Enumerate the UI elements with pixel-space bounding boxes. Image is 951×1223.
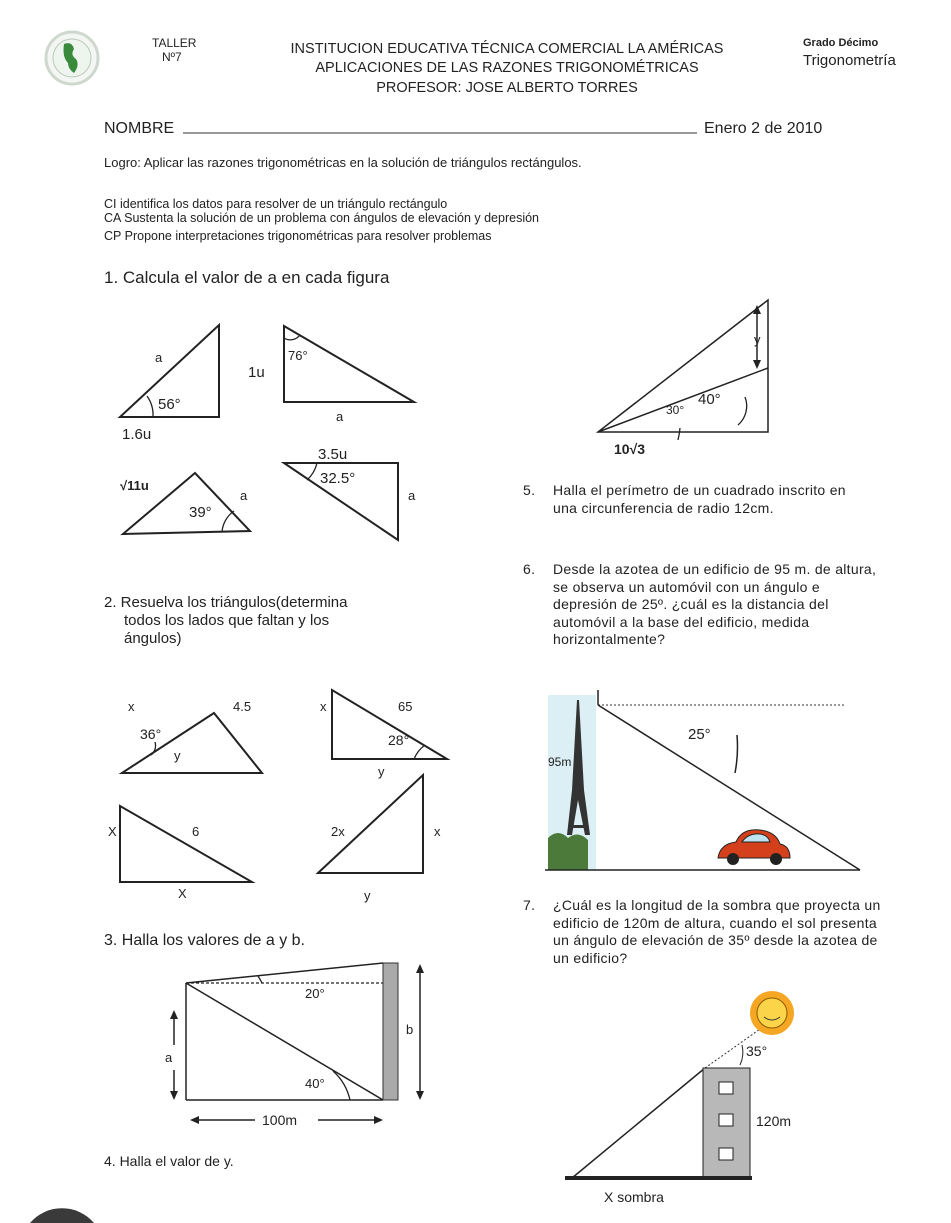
problem-5-text: Halla el perímetro de un cuadrado inscrito en una circunferencia de radio 12cm. (553, 482, 846, 516)
problem-2-title-3: ángulos) (124, 630, 182, 647)
sun-icon (750, 991, 794, 1035)
angle-arc (147, 396, 153, 417)
p3-angle-top: 20° (305, 986, 325, 1001)
p3-angle-bottom: 40° (305, 1076, 325, 1091)
problem-1-title: 1. Calcula el valor de a en cada figura (104, 268, 390, 287)
p3-distance: 100m (262, 1112, 298, 1128)
p4-angle-2: 40° (698, 391, 721, 408)
goal-text: Logro: Aplicar las razones trigonométricas en la solución de triángulos rectángulos. (104, 155, 582, 170)
overlay-button[interactable] (30, 1208, 94, 1223)
p6-angle: 25° (688, 726, 711, 743)
taller-label: TALLER (152, 36, 197, 50)
taller-number: Nº7 (162, 50, 182, 64)
p1-t4-side: a (408, 488, 416, 503)
car-icon (718, 830, 790, 865)
grade-label: Grado Décimo (803, 37, 879, 49)
problem-7-text: ¿Cuál es la longitud de la sombra que proyecta un edificio de 120m de altura, cuando el sol presenta un ángulo de elevación de 35º desde la azotea de un edificio? (553, 897, 881, 966)
problem-2-title-1: 2. Resuelva los triángulos(determina (104, 594, 348, 611)
p1-t1-base: 1.6u (122, 426, 152, 443)
p2-t4-hyp: 2x (331, 824, 345, 839)
p2-t2-hyp: 65 (398, 699, 413, 714)
p2-t4-side: x (434, 824, 441, 839)
p7-height: 120m (756, 1113, 792, 1129)
p4-y: y (754, 332, 761, 347)
p2-t2-y: y (378, 764, 385, 779)
problem-6-number: 6. (523, 561, 536, 577)
p2-t3-side: X (108, 824, 117, 839)
p1-t3-side: √11u (120, 478, 149, 493)
date: Enero 2 de 2010 (704, 120, 823, 137)
institution-name: INSTITUCION EDUCATIVA TÉCNICA COMERCIAL LA AMÉRICAS (290, 41, 724, 57)
p7-illustration (565, 991, 794, 1178)
p1-t2-angle: 76° (288, 348, 308, 363)
course-label: Trigonometría (803, 52, 896, 69)
p7-angle: 35° (746, 1043, 768, 1059)
p1-t3-angle: 39° (189, 504, 212, 521)
p1-triangle-2 (284, 326, 414, 402)
p2-triangle-3 (120, 806, 252, 882)
competency-ca: CA Sustenta la solución de un problema con ángulos de elevación y depresión (104, 211, 540, 225)
p3-b: b (406, 1022, 414, 1037)
p2-t1-side: 4.5 (233, 699, 252, 714)
p4-angle-1: 30° (666, 403, 685, 417)
problem-4-title: 4. Halla el valor de y. (104, 1153, 234, 1169)
problem-2-title-2: todos los lados que faltan y los (124, 612, 330, 629)
p2-t2-angle: 28° (388, 732, 410, 748)
school-logo (46, 32, 98, 84)
problem-7-number: 7. (523, 897, 536, 913)
p1-t4-angle: 32.5° (320, 470, 356, 487)
p3-a: a (165, 1050, 173, 1065)
p6-height: 95m (548, 755, 572, 769)
p6-illustration (545, 690, 860, 870)
p2-triangle-2 (332, 690, 447, 759)
p2-t3-hyp: 6 (192, 824, 200, 839)
p2-t2-x: x (320, 699, 327, 714)
competency-cp: CP Propone interpretaciones trigonométricas para resolver problemas (104, 229, 492, 243)
p1-t1-hyp: a (155, 350, 163, 365)
name-label: NOMBRE (104, 120, 175, 137)
p1-t4-top: 3.5u (318, 446, 348, 463)
problem-6-text: Desde la azotea de un edificio de 95 m. de altura, se observa un automóvil con un ángulo e depresión de 25º. ¿cuál es la distancia del automóvil a la base del edificio, medida horizontalmente? (553, 561, 877, 647)
p1-t1-angle: 56° (158, 396, 181, 413)
p2-triangle-1 (122, 713, 262, 773)
professor-name: PROFESOR: JOSE ALBERTO TORRES (376, 80, 638, 96)
problem-5-number: 5. (523, 482, 536, 498)
p2-t4-base: y (364, 888, 371, 903)
p2-t1-x: x (128, 699, 135, 714)
p2-t1-angle: 36° (140, 726, 162, 742)
p2-t1-y: y (174, 748, 181, 763)
p1-t2-base: a (336, 409, 344, 424)
p4-base: 10√3 (614, 441, 646, 457)
p1-t3-other: a (240, 488, 248, 503)
p1-t2-side: 1u (248, 364, 265, 381)
competency-ci: CI identifica los datos para resolver de un triángulo rectángulo (104, 197, 448, 211)
p7-shadow: X sombra (604, 1189, 664, 1205)
p2-t3-base: X (178, 886, 187, 901)
problem-3-title: 3. Halla los valores de a y b. (104, 932, 305, 949)
worksheet-title: APLICACIONES DE LAS RAZONES TRIGONOMÉTRICAS (315, 60, 699, 76)
pole (383, 963, 398, 1100)
